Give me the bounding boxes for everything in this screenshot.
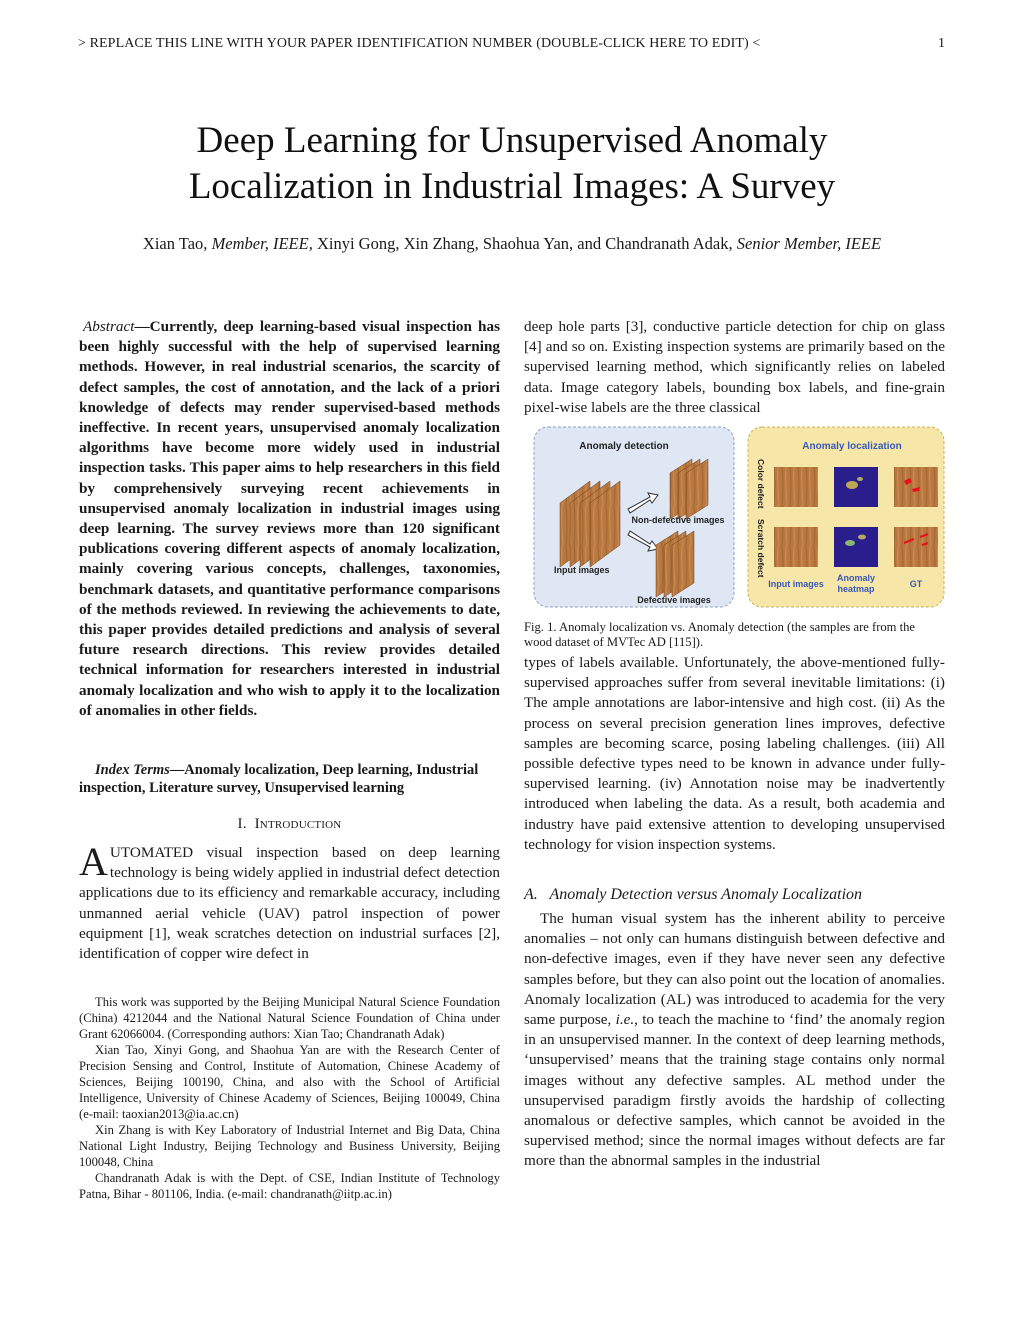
paper-title: [60, 118, 964, 210]
rbot-text-1: The human visual system has the inherent ability to perceive anomalies – not only can humans distinguish between defective and non-defective images, even if they have never seen any defective samples before, but they can also point out the location of anomalies. Anomaly localization (AL) was introduced to academia for the very same purpose,: [524, 910, 945, 1029]
right-column-mid-paragraph: types of labels available. Unfortunately, the above-mentioned fully-supervised approaches suffer from several inevitable limitations: (i) The ample annotations are labor-intensive and high cost. (ii) As the process on several precision generation lines improves, defective samples are becoming scarce, posing labeling challenges. (iii) All possible defective types need to be known in advance under fully-supervised learning. (iv) Annotation noise may be inadvertently introduced when labeling the data. As a result, both academia and industry have paid extensive attention to developing unsupervised technology for vision inspection systems.: [524, 654, 945, 853]
index-terms: [79, 761, 500, 797]
running-header: [0, 36, 1024, 56]
scratch-defect-heatmap: [834, 527, 878, 567]
label-input-images-right: Input images: [768, 579, 824, 589]
author-list: [90, 232, 934, 256]
subsection-heading-a: [524, 886, 945, 904]
footnote-affiliation-2: Xin Zhang is with Key Laboratory of Industrial Internet and Big Data, China National Light Industry, Beijing Technology and Business University, Beijing 100048, China: [79, 1123, 500, 1169]
label-anomaly-heatmap-1: Anomaly: [836, 573, 876, 583]
header-identification-line: > REPLACE THIS LINE WITH YOUR PAPER IDENTIFICATION NUMBER (DOUBLE-CLICK HERE TO EDIT) <: [78, 36, 761, 51]
label-input-images-left: Input images: [554, 565, 610, 575]
right-column-bottom-paragraph: [524, 909, 945, 1172]
label-scratch-defect: Scratch defect: [756, 519, 766, 578]
title-line-2: Localization in Industrial Images: A Survey: [188, 166, 836, 207]
figure-1-diagram: [532, 425, 946, 611]
intro-caps: UTOMATED: [109, 844, 194, 861]
scratch-defect-gt: [894, 527, 938, 567]
subsection-title: Anomaly Detection versus Anomaly Localization: [549, 886, 863, 903]
color-defect-gt: [894, 467, 938, 507]
abstract-text: —Currently, deep learning-based visual inspection has been highly successful with the help of supervised learning methods. However, in real industrial scenarios, the scarcity of defect samples, the cost of annotation, and the lack of a priori knowledge of defects may render supervised-based methods ineffective. In recent years, unsupervised anomaly localization algorithms have become more widely used in industrial inspection tasks. This paper aims to help researchers in this field by comprehensively surveying recent achievements in unsupervised anomaly localization in industrial images using deep learning. The survey reviews more than 120 significant publications covering different aspects of anomaly localization, mainly covering various concepts, challenges, taxonomies, benchmark datasets, and quantitative performance comparisons of the methods reviewed. In reviewing the achievements to date, this paper provides detailed predictions and analysis of several future research directions. This review provides detailed technical information for researchers interested in industrial anomaly localization and who wish to apply it to the localization of anomalies in other fields.: [79, 318, 500, 719]
index-terms-label: Index Terms: [95, 762, 170, 778]
footnotes: [79, 994, 500, 1202]
title-line-1: Deep Learning for Unsupervised Anomaly: [196, 120, 828, 161]
authors-2-to-5: Xinyi Gong, Xin Zhang, Shaohua Yan, and Chandranath Adak,: [316, 234, 733, 253]
section-number: I.: [237, 816, 247, 832]
intro-paragraph: [79, 839, 500, 964]
label-defective-images: Defective images: [637, 595, 711, 605]
scratch-defect-heat-spot: [845, 540, 855, 546]
abstract-label: Abstract: [83, 318, 135, 335]
scratch-defect-heat-spot-2: [858, 535, 866, 540]
footnote-funding: This work was supported by the Beijing Municipal Natural Science Foundation (China) 4212044 and the National Natural Science Foundation of China under Grant 62066004. (Corresponding authors: Xian Tao; Chandranath Adak): [79, 995, 500, 1041]
author-1: Xian Tao,: [142, 234, 208, 253]
color-defect-input: [774, 467, 818, 507]
color-defect-heat-spot: [846, 481, 858, 489]
footnote-affiliation-3: Chandranath Adak is with the Dept. of CSE, Indian Institute of Technology Patna, Bihar - 801106, India. (e-mail: chandranath@iitp.ac.in): [79, 1171, 500, 1201]
label-color-defect: Color defect: [756, 459, 766, 509]
author-5-role: Senior Member, IEEE: [736, 234, 882, 253]
panel-title-anomaly-detection: Anomaly detection: [579, 441, 669, 452]
section-heading-introduction: [79, 816, 500, 833]
label-non-defective-images: Non-defective images: [631, 515, 725, 525]
figure-1: [532, 425, 946, 611]
rbot-text-2: , to teach the machine to ‘find’ the anomaly region in an unsupervised manner. In the context of deep learning methods, ‘unsupervised’ means that the training stage contains only normal images without any defective samples. AL method under the unsupervised paradigm firstly avoids the hardship of collecting anomalous or defective samples, which cannot be avoided in the supervised method; since the normal images without defects are far more than the abnormal samples in the industrial: [524, 1011, 945, 1170]
section-title: Introduction: [254, 816, 342, 832]
footnote-affiliation-1: Xian Tao, Xinyi Gong, and Shaohua Yan are with the Research Center of Precision Sensing and Control, Institute of Automation, Chinese Academy of Sciences, Beijing 100190, China, and also with the School of Artificial Intelligence, University of Chinese Academy of Sciences, Beijing 100049, China (e-mail: taoxian2013@ia.ac.cn): [79, 1043, 500, 1121]
subsection-number: A.: [524, 886, 538, 903]
drop-cap: A: [79, 839, 108, 884]
page-number: 1: [938, 36, 945, 51]
author-1-role: Member, IEEE,: [211, 234, 313, 253]
scratch-defect-input: [774, 527, 818, 567]
color-defect-heat-spot-2: [857, 477, 863, 481]
abstract: [79, 317, 500, 721]
intro-text: visual inspection based on deep learning technology is being widely applied in industrial defect detection applications due to its efficiency and remarkable accuracy, including unmanned aerial vehicle (UAV) patrol inspection of power equipment [1], weak scratches detection on industrial surfaces [2], identification of copper wire defect in: [79, 844, 500, 963]
rbot-ie: i.e.: [615, 1011, 635, 1029]
label-gt: GT: [909, 579, 923, 589]
figure-1-caption: Fig. 1. Anomaly localization vs. Anomaly detection (the samples are from the wood dataset of MVTec AD [115]).: [524, 620, 916, 649]
index-terms-text: —Anomaly localization, Deep learning, Industrial inspection, Literature survey, Unsupervised learning: [79, 762, 479, 796]
panel-title-anomaly-localization: Anomaly localization: [802, 441, 902, 452]
right-column-top-paragraph: deep hole parts [3], conductive particle detection for chip on glass [4] and so on. Existing inspection systems are primarily based on the supervised learning method, which significantly relies on labeled data. Image category labels, bounding box labels, and fine-grain pixel-wise labels are the three classical: [524, 318, 945, 416]
label-anomaly-heatmap-2: heatmap: [837, 584, 875, 594]
